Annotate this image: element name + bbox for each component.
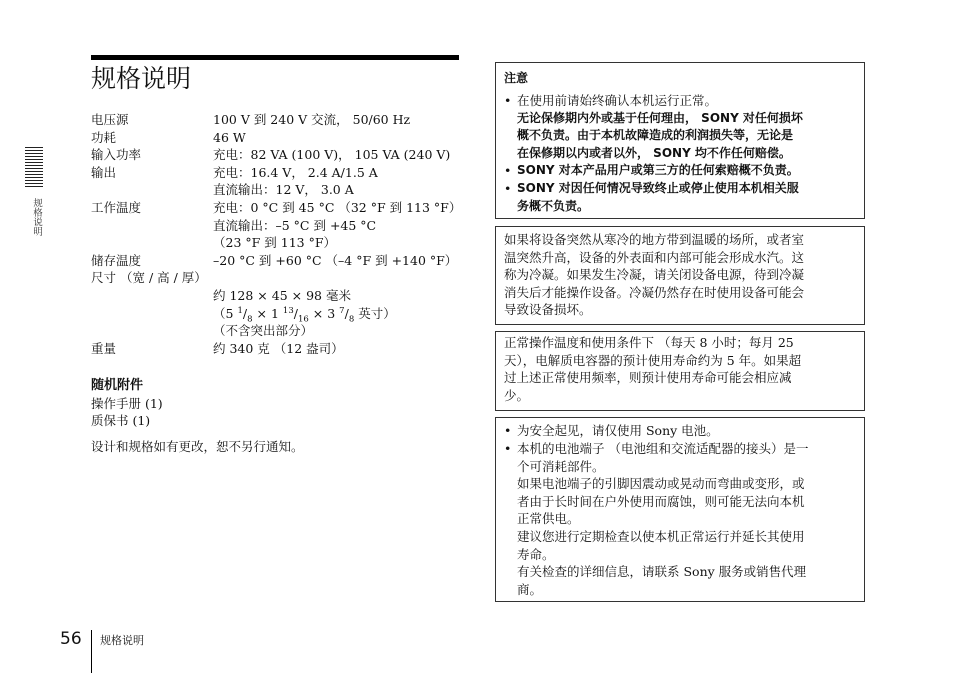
spec-value-dimensions-note: （不含突出部分） [213,323,314,338]
page-number: 56 [60,629,82,649]
page-title: 规格说明 [91,64,192,93]
bullet-icon: • [504,93,512,108]
spec-label-storage-temp: 储存温度 [91,253,142,268]
capacitor-box [495,331,865,411]
spec-value-output-1: 充电：16.4 V， 2.4 A/1.5 A [213,165,378,180]
capacitor-text: 正常操作温度和使用条件下 （每天 8 小时；每月 25 天），电解质电容器的预计使用寿命约为 5 年。如果超 过上述正常使用频率，则预计使用寿命可能会相应减 少。 [504,335,802,403]
bullet-icon: • [504,441,512,456]
spec-value-dimensions-mm: 约 128 × 45 × 98 毫米 [213,288,351,303]
spec-value-operating-temp-1: 充电：0 °C 到 45 °C （32 °F 到 113 °F） [213,200,462,215]
caution-bullet: • SONY 对本产品用户或第三方的任何索赔概不负责。 [504,163,799,178]
change-notice: 设计和规格如有更改，恕不另行通知。 [91,439,304,454]
bullet-icon: • [504,181,512,196]
condensation-box [495,226,865,325]
section-tab-label: 规格说明 [31,198,42,236]
footer-section-label: 规格说明 [100,634,144,647]
spec-value-output-2: 直流输出：12 V， 3.0 A [213,182,354,197]
spec-value-operating-temp-2: 直流输出：–5 °C 到 +45 °C [213,218,377,233]
spec-label-weight: 重量 [91,341,117,356]
caution-box [495,62,865,219]
spec-value-input: 充电：82 VA (100 V)， 105 VA (240 V) [213,147,451,162]
condensation-text: 如果将设备突然从寒冷的地方带到温暖的场所，或者室 温突然升高，设备的外表面和内部可能会形成水汽。这 称为冷凝。如果发生冷凝，请关闭设备电源，待到冷凝 消失后才能操作设备。冷凝仍然存在时使用设备可能会 导致设备损坏。 [504,232,805,318]
accessories-heading: 随机附件 [91,378,144,393]
bullet-icon: • [504,423,512,438]
spec-value-weight: 约 340 克 （12 盎司） [213,341,344,356]
spec-value-operating-temp-3: （23 °F 到 113 °F） [213,235,337,250]
caution-bullet: • SONY 对因任何情况导致终止或停止使用本机相关服 务概不负责。 [504,181,799,213]
accessory-item: 操作手册 (1) [91,396,163,411]
spec-value-dimensions-inch: （5 $^1/_8 \times 1$ $^{13}/_{16} \times 3$ $^7/_8$ 英寸） [213,305,396,325]
section-tab-marker [25,147,43,187]
spec-label-dimensions: 尺寸 （宽 / 高 / 厚） [91,270,207,285]
spec-label-input: 输入功率 [91,147,142,162]
spec-value-storage-temp: –20 °C 到 +60 °C （–4 °F 到 +140 °F） [213,253,458,268]
spec-label-power: 功耗 [91,130,117,145]
caution-heading: 注意 [504,71,529,85]
caution-bullet: • 在使用前请始终确认本机运行正常。 无论保修期内外或基于任何理由， SONY 对任何损坏 概不负责。由于本机故障造成的利润损失等，无论是 在保修期以内或者以外， SONY 均不作任何赔偿。 [504,93,803,160]
battery-bullet: • 本机的电池端子 （电池组和交流适配器的接头）是一 个可消耗部件。 如果电池端子的引脚因震动或晃动而弯曲或变形，或 者由于长时间在户外使用而腐蚀，则可能无法向本机 正常供电。 建议您进行定期检查以使本机正常运行并延长其使用 寿命。 有关检查的详细信息，请联系 Sony 服务或销售代理 商。 [504,441,809,597]
spec-label-voltage: 电压源 [91,112,129,127]
title-rule [91,55,459,60]
footer-divider [91,630,92,673]
spec-label-output: 输出 [91,165,117,180]
bullet-icon: • [504,163,512,178]
spec-value-voltage: 100 V 到 240 V 交流， 50/60 Hz [213,112,411,127]
accessory-item: 质保书 (1) [91,413,151,428]
battery-bullet: • 为安全起见，请仅使用 Sony 电池。 [504,423,719,438]
battery-box [495,417,865,602]
spec-label-operating-temp: 工作温度 [91,200,142,215]
spec-value-power: 46 W [213,130,246,145]
